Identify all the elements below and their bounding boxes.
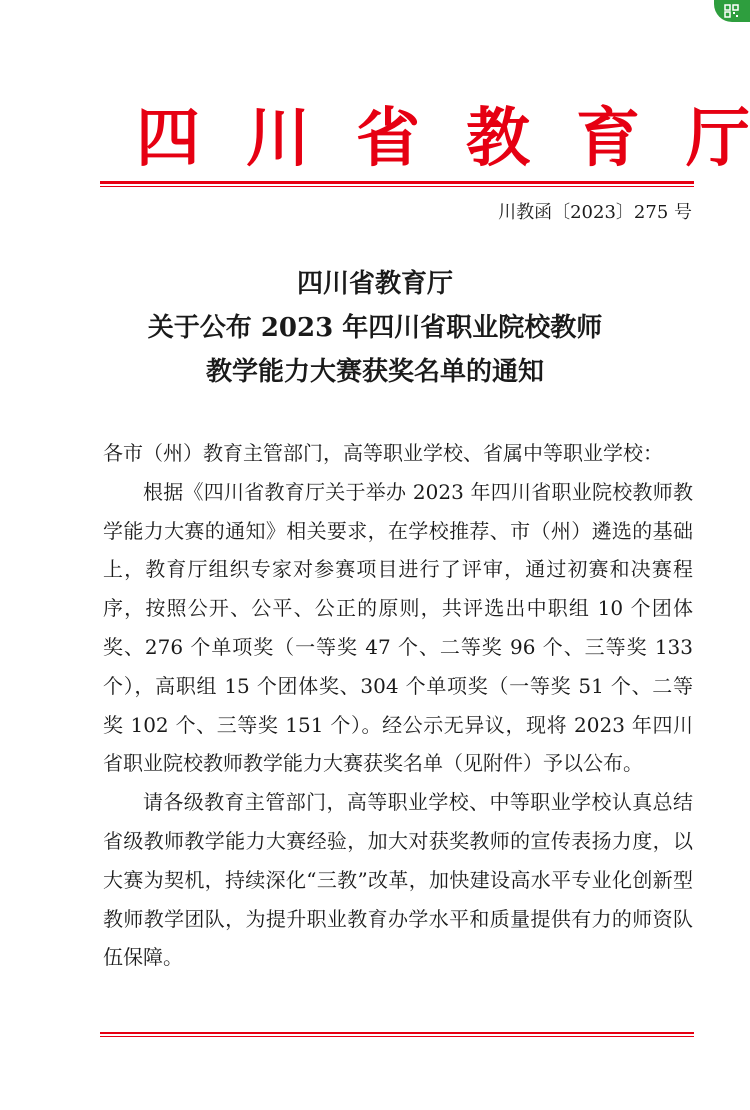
document-title <box>0 262 750 394</box>
footer-divider <box>100 1032 694 1034</box>
masthead-char: 川 <box>246 101 310 176</box>
corner-badge[interactable] <box>714 0 750 22</box>
salutation: 各市（州）教育主管部门，高等职业学校、省属中等职业学校： <box>103 441 663 465</box>
body-paragraph: 根据《四川省教育厅关于举办 2023 年四川省职业院校教师教学能力大赛的通知》相关要求，在学校推荐、市（州）遴选的基础上，教育厅组织专家对参赛项目进行了评审，通过初赛和决赛程序，按照公开、公平、公正的原则，共评选出中职组 10 个团体奖、276 个单项奖（一等奖 47 个、二等奖 96 个、三等奖 133 个），高职组 15 个团体奖、304 个单项奖（一等奖 51 个、二等奖 102 个、三等奖 151 个）。经公示无异议，现将 2023 年四川省职业院校教师教学能力大赛获奖名单（见附件）予以公布。 <box>103 479 693 776</box>
document-body <box>103 434 693 977</box>
title-line: 关于公布 2023 年四川省职业院校教师 <box>147 313 603 343</box>
masthead-char: 厅 <box>686 101 750 176</box>
title-line: 教学能力大赛获奖名单的通知 <box>205 357 544 387</box>
body-paragraph: 请各级教育主管部门，高等职业学校、中等职业学校认真总结省级教师教学能力大赛经验，加大对获奖教师的宣传表扬力度，以大赛为契机，持续深化“三教”改革，加快建设高水平专业化创新型教师教学团队，为提升职业教育办学水平和质量提供有力的师资队伍保障。 <box>103 790 693 970</box>
qr-grid-icon <box>724 4 740 18</box>
masthead-char: 省 <box>356 101 420 176</box>
title-line: 四川省教育厅 <box>296 269 453 299</box>
masthead-char: 教 <box>466 101 530 176</box>
masthead-char: 育 <box>576 101 640 176</box>
masthead-title <box>100 88 750 178</box>
document-number: 川教函〔2023〕275 号 <box>498 202 692 223</box>
masthead-char: 四 <box>136 101 200 176</box>
masthead-divider <box>100 181 694 184</box>
